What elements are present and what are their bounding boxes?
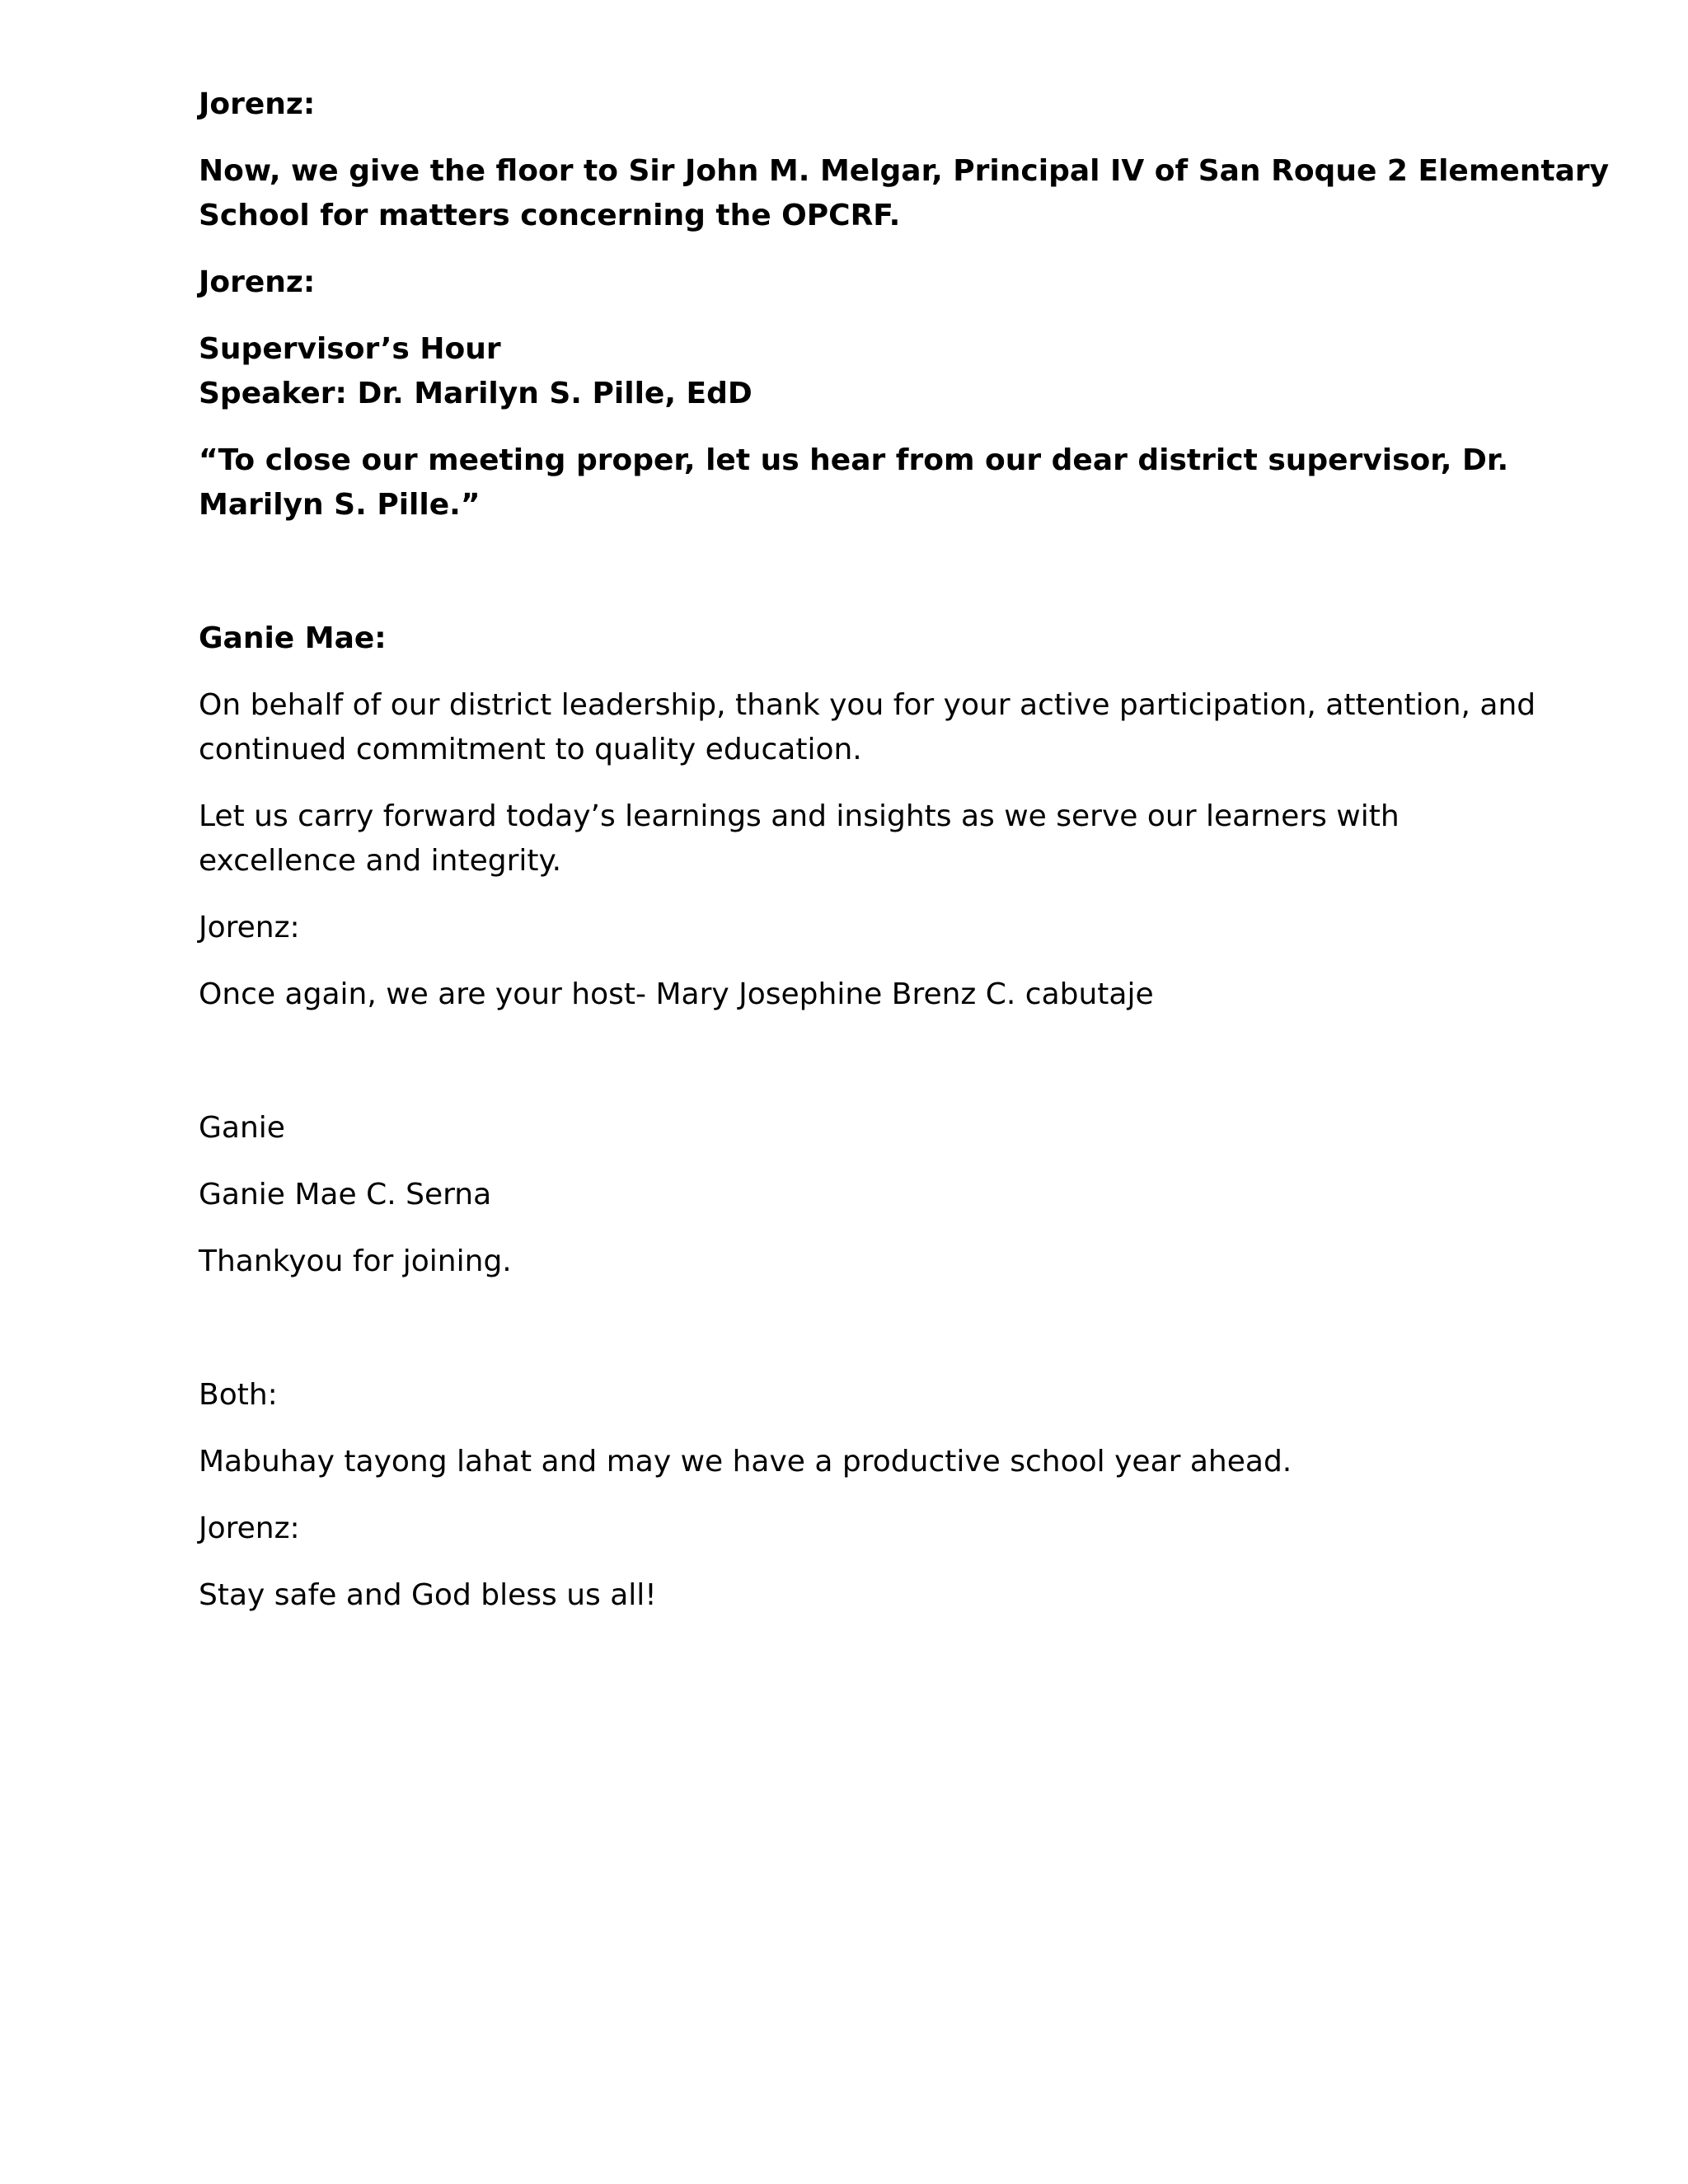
speaker-label: Jorenz: xyxy=(199,911,300,944)
speaker-label: Both: xyxy=(199,1378,278,1412)
speaker-label: Jorenz: xyxy=(199,1511,300,1545)
empty-paragraph xyxy=(199,550,1501,594)
paragraph-line: Mabuhay tayong lahat and may we have a productive school year ahead. xyxy=(199,1445,1292,1479)
speaker-label: Ganie Mae: xyxy=(199,621,387,655)
speaker-label: Jorenz: xyxy=(199,87,316,121)
paragraph-line: continued commitment to quality education. xyxy=(199,733,862,766)
paragraph-line: Once again, we are your host- Mary Josephine Brenz C. cabutaje xyxy=(199,977,1154,1011)
paragraph-line: Thankyou for joining. xyxy=(199,1244,512,1278)
paragraph-line: School for matters concerning the OPCRF. xyxy=(199,199,901,232)
paragraph-line: Marilyn S. Pille.” xyxy=(199,488,481,522)
paragraph-line: excellence and integrity. xyxy=(199,844,562,878)
paragraph-line: On behalf of our district leadership, thank you for your active participation, attention, and xyxy=(199,688,1536,722)
document-page xyxy=(199,82,1610,1618)
speaker-line: Speaker: Dr. Marilyn S. Pille, EdD xyxy=(199,377,753,410)
paragraph-line: Let us carry forward today’s learnings and insights as we serve our learners with xyxy=(199,799,1400,833)
paragraph-line: Now, we give the floor to Sir John M. Melgar, Principal IV of San Roque 2 Elementary xyxy=(199,154,1610,188)
paragraph-line: Ganie Mae C. Serna xyxy=(199,1178,492,1212)
paragraph-line: Stay safe and God bless us all! xyxy=(199,1578,657,1612)
empty-paragraph xyxy=(199,1306,1501,1351)
empty-paragraph xyxy=(199,1039,1501,1084)
paragraph-line: “To close our meeting proper, let us hear from our dear district supervisor, Dr. xyxy=(199,443,1509,477)
speaker-label: Jorenz: xyxy=(199,265,316,299)
speaker-label: Ganie xyxy=(199,1111,285,1145)
section-heading: Supervisor’s Hour xyxy=(199,332,501,366)
